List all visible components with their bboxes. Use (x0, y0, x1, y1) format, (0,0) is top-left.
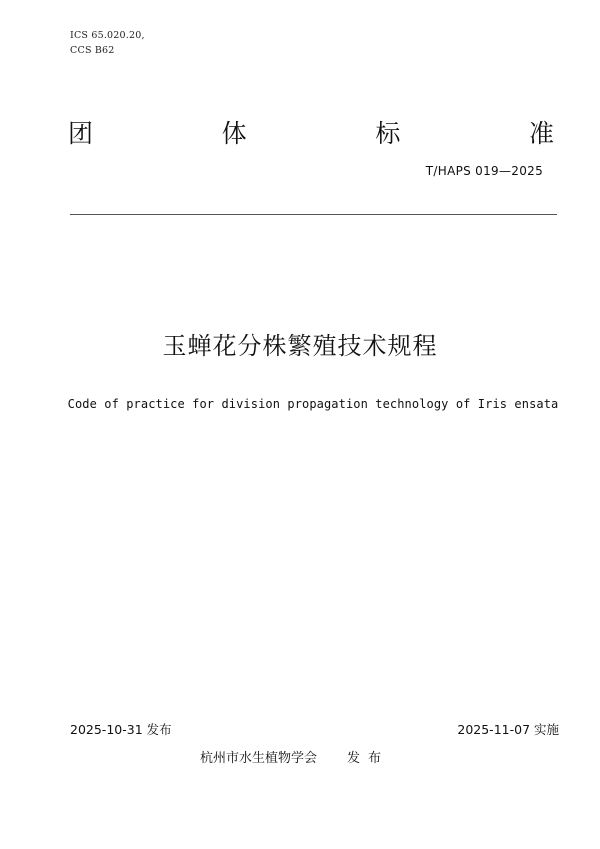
standard-type-char: 团 (68, 119, 94, 148)
issue-date: 2025-10-31 发布 (70, 722, 172, 737)
ics-code: ICS 65.020.20, (70, 30, 145, 41)
standard-type-heading (68, 114, 554, 150)
standard-type-char: 体 (221, 119, 247, 148)
publisher-line (200, 747, 389, 766)
title-english: Code of practice for division propagation technology of Iris ensata (67, 397, 559, 411)
title-chinese: 玉蝉花分株繁殖技术规程 (162, 332, 438, 360)
ccs-code: CCS B62 (70, 45, 115, 56)
publisher-name: 杭州市水生植物学会 (200, 751, 318, 766)
standard-type-char: 准 (528, 119, 554, 148)
publish-label: 发布 (347, 751, 390, 766)
standard-type-char: 标 (375, 119, 401, 148)
header-divider (70, 214, 557, 215)
standard-number: T/HAPS 019—2025 (425, 164, 543, 178)
implementation-date: 2025-11-07 实施 (457, 722, 559, 737)
